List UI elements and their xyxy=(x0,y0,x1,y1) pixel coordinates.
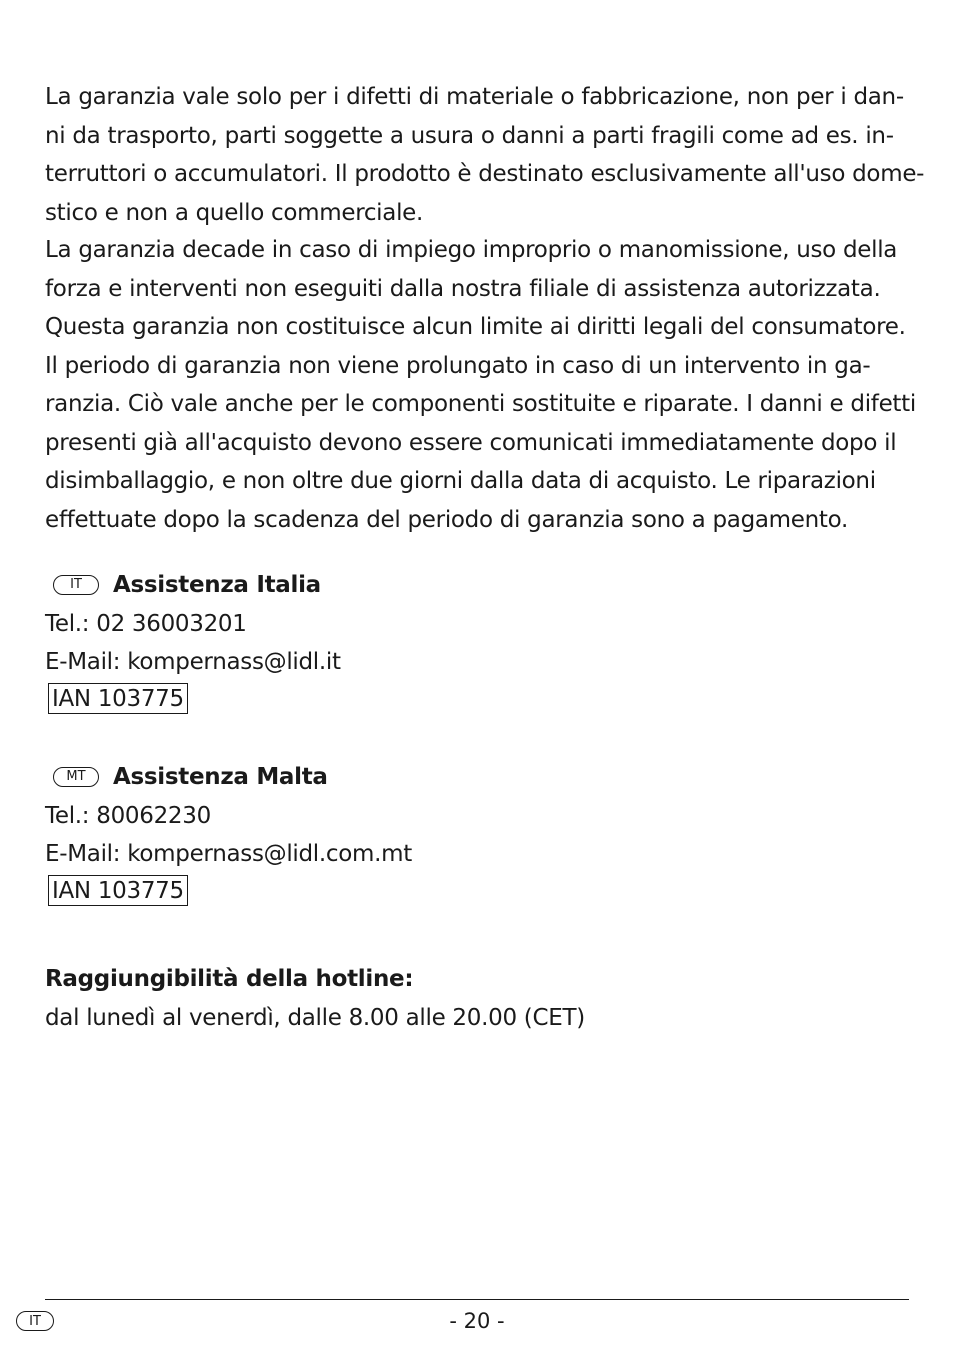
service-italy-heading xyxy=(45,566,915,605)
service-malta-phone: Tel.: 80062230 xyxy=(45,802,211,829)
hotline-title: Raggiungibilità della hotline: xyxy=(45,966,414,992)
ian-box: IAN 103775 xyxy=(48,875,188,906)
text-line: ranzia. Ciò vale anche per le componenti sostituite e riparate. I danni e difetti xyxy=(45,391,916,417)
service-malta-title: Assistenza Malta xyxy=(113,764,328,790)
hotline-block xyxy=(45,960,915,1037)
text-line: Il periodo di garanzia non viene prolungato in caso di un intervento in ga- xyxy=(45,352,871,379)
country-badge-it: IT xyxy=(53,575,99,595)
service-italy-phone: Tel.: 02 36003201 xyxy=(45,610,247,637)
text-line: ni da trasporto, parti soggette a usura o danni a parti fragili come ad es. in- xyxy=(45,122,894,149)
service-italy-ian-row xyxy=(45,682,915,716)
footer-divider xyxy=(45,1299,909,1300)
text-line: disimballaggio, e non oltre due giorni dalla data di acquisto. Le riparazioni xyxy=(45,468,876,494)
warranty-paragraph-1 xyxy=(45,78,925,232)
ian-box: IAN 103775 xyxy=(48,683,188,714)
service-malta-email: E-Mail: kompernass@lidl.com.mt xyxy=(45,841,412,867)
service-malta-ian-row xyxy=(45,874,915,908)
footer-language-badge: IT xyxy=(16,1311,54,1331)
text-line: effettuate dopo la scadenza del periodo di garanzia sono a pagamento. xyxy=(45,506,848,533)
service-italy-block xyxy=(45,566,915,716)
service-malta-block xyxy=(45,758,915,908)
service-italy-title: Assistenza Italia xyxy=(113,572,321,598)
service-italy-email: E-Mail: kompernass@lidl.it xyxy=(45,649,341,675)
country-badge-mt: MT xyxy=(53,767,99,787)
text-line: terruttori o accumulatori. Il prodotto è destinato esclusivamente all'uso dome- xyxy=(45,161,925,187)
service-malta-heading xyxy=(45,758,915,797)
text-line: La garanzia vale solo per i difetti di materiale o fabbricazione, non per i dan- xyxy=(45,84,904,110)
text-line: stico e non a quello commerciale. xyxy=(45,199,424,226)
text-line: presenti già all'acquisto devono essere comunicati immediatamente dopo il xyxy=(45,429,897,456)
hotline-hours: dal lunedì al venerdì, dalle 8.00 alle 20.00 (CET) xyxy=(45,1004,585,1031)
page-number: - 20 - xyxy=(449,1309,505,1333)
text-line: Questa garanzia non costituisce alcun limite ai diritti legali del consumatore. xyxy=(45,314,906,340)
warranty-paragraph-2 xyxy=(45,231,915,539)
text-line: forza e interventi non eseguiti dalla nostra filiale di assistenza autorizzata. xyxy=(45,275,881,302)
text-line: La garanzia decade in caso di impiego improprio o manomissione, uso della xyxy=(45,237,898,263)
